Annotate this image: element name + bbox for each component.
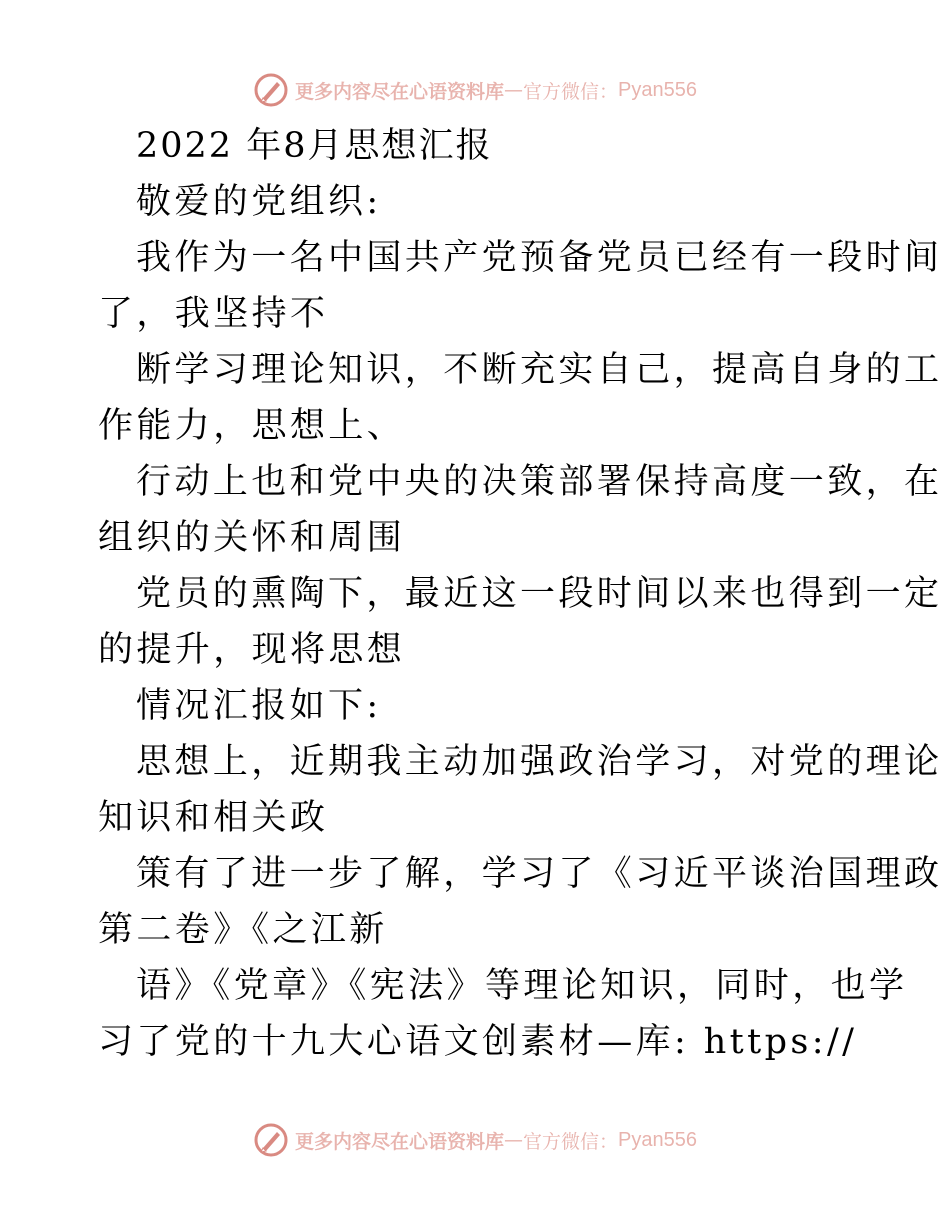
paragraph-line: 我作为一名中国共产党预备党员已经有一段时间: [136, 238, 943, 278]
paragraph-line: 了，我坚持不: [98, 294, 329, 334]
paragraph-line: 的提升，现将思想: [98, 630, 406, 670]
paragraph-line: 作能力，思想上、: [98, 406, 406, 446]
pen-logo-icon: [253, 1122, 289, 1158]
watermark-dash: —: [504, 79, 524, 101]
watermark-brand: 更多内容尽在心语资料库: [295, 80, 505, 103]
watermark-wechat-id: Pyan556: [618, 78, 697, 101]
document-title: 2022 年8月思想汇报: [136, 126, 493, 166]
watermark-wechat-id: Pyan556: [618, 1128, 697, 1151]
document-body: [98, 118, 943, 1070]
watermark-wechat-label: 官方微信：: [523, 80, 619, 103]
paragraph-line: 思想上，近期我主动加强政治学习，对党的理论: [136, 742, 943, 782]
watermark-wechat-label: 官方微信：: [523, 1130, 619, 1153]
paragraph-line: 知识和相关政: [98, 798, 329, 838]
paragraph-line: 第二卷》《之江新: [98, 910, 388, 950]
watermark-dash: —: [504, 1129, 524, 1151]
paragraph-line: 策有了进一步了解，学习了《习近平谈治国理政: [136, 854, 943, 894]
paragraph-line: 行动上也和党中央的决策部署保持高度一致，在: [136, 462, 943, 502]
pen-logo-icon: [253, 72, 289, 108]
paragraph-line: 情况汇报如下:: [136, 686, 382, 726]
paragraph-line: 习了党的十九大心语文创素材—库: https://: [98, 1022, 858, 1062]
paragraph-line: 党员的熏陶下，最近这一段时间以来也得到一定: [136, 574, 943, 614]
salutation: 敬爱的党组织:: [136, 182, 382, 222]
watermark-footer: [0, 1120, 950, 1160]
paragraph-line: 组织的关怀和周围: [98, 518, 406, 558]
paragraph-line: 语》《党章》《宪法》等理论知识，同时，也学: [136, 966, 908, 1006]
paragraph-line: 断学习理论知识，不断充实自己，提高自身的工: [136, 350, 943, 390]
watermark-header: [0, 70, 950, 110]
watermark-brand: 更多内容尽在心语资料库: [295, 1130, 505, 1153]
